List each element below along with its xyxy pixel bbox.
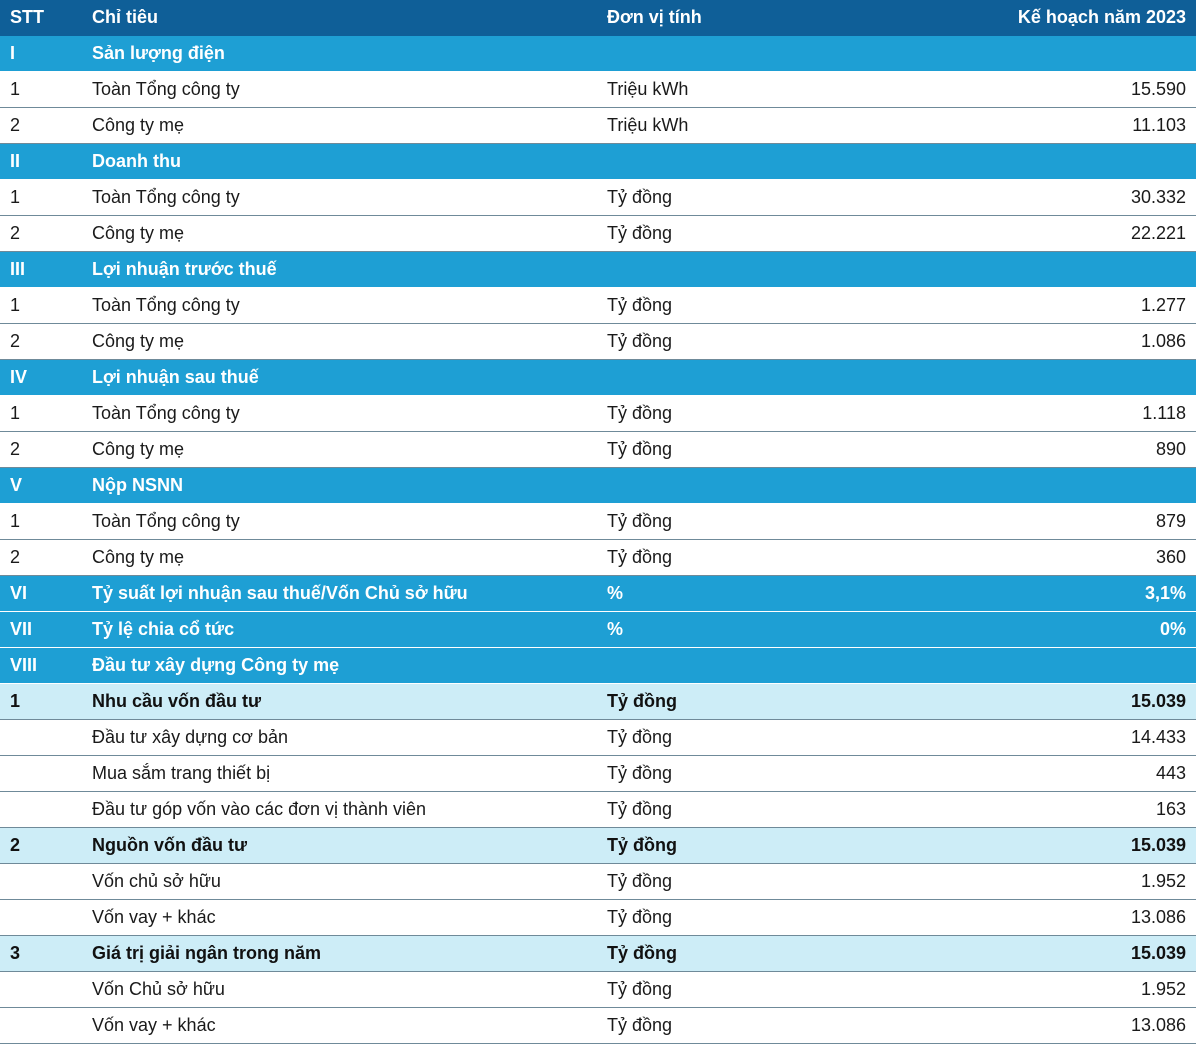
row-name: Toàn Tổng công ty — [92, 79, 240, 99]
row-name: Toàn Tổng công ty — [92, 295, 240, 315]
row-stt: 1 — [10, 187, 21, 207]
table-row — [0, 540, 1196, 576]
table-row — [0, 432, 1196, 468]
row-stt: V — [10, 475, 23, 495]
row-stt: 2 — [10, 223, 21, 243]
table-header — [0, 0, 1196, 36]
row-value: 163 — [1155, 799, 1186, 819]
row-name: Sản lượng điện — [92, 43, 225, 63]
row-value: 1.952 — [1140, 871, 1186, 891]
row-value: 15.590 — [1130, 79, 1186, 99]
row-name: Tỷ suất lợi nhuận sau thuế/Vốn Chủ sở hữu — [92, 583, 468, 603]
header-stt: STT — [10, 7, 44, 27]
table-row — [0, 288, 1196, 324]
group-row — [0, 684, 1196, 720]
section-row — [0, 252, 1196, 288]
section-row — [0, 648, 1196, 684]
table-row — [0, 108, 1196, 144]
row-name: Vốn Chủ sở hữu — [92, 979, 225, 999]
table-body — [0, 36, 1196, 1044]
section-row — [0, 576, 1196, 612]
row-stt: VII — [10, 619, 33, 639]
row-stt: III — [10, 259, 26, 279]
row-stt: 1 — [10, 691, 21, 711]
row-unit: Tỷ đồng — [607, 943, 677, 963]
row-unit: Triệu kWh — [607, 79, 689, 99]
section-row — [0, 468, 1196, 504]
row-name: Nộp NSNN — [92, 475, 183, 495]
row-name: Công ty mẹ — [92, 547, 185, 567]
row-value: 15.039 — [1130, 691, 1186, 711]
row-name: Công ty mẹ — [92, 223, 185, 243]
row-name: Đầu tư xây dựng cơ bản — [92, 727, 289, 747]
row-unit: Tỷ đồng — [607, 835, 677, 855]
row-name: Nhu cầu vốn đầu tư — [92, 691, 262, 711]
row-name: Vốn vay + khác — [92, 907, 216, 927]
header-name: Chỉ tiêu — [92, 7, 158, 27]
row-name: Nguồn vốn đầu tư — [92, 835, 248, 855]
header-value: Kế hoạch năm 2023 — [1017, 7, 1186, 27]
row-value: 443 — [1155, 763, 1186, 783]
row-unit: % — [607, 583, 624, 603]
table-row — [0, 504, 1196, 540]
row-stt: 2 — [10, 439, 21, 459]
row-stt: 2 — [10, 331, 21, 351]
row-value: 879 — [1155, 511, 1186, 531]
row-stt: I — [10, 43, 16, 63]
table-row — [0, 180, 1196, 216]
row-stt: 1 — [10, 79, 21, 99]
row-value: 22.221 — [1130, 223, 1186, 243]
row-stt: IV — [10, 367, 28, 387]
row-unit: Tỷ đồng — [607, 763, 673, 783]
row-name: Đầu tư xây dựng Công ty mẹ — [92, 655, 340, 675]
row-stt: 1 — [10, 295, 21, 315]
row-unit: Triệu kWh — [607, 115, 689, 135]
row-unit: Tỷ đồng — [607, 223, 673, 243]
row-name: Lợi nhuận sau thuế — [92, 367, 259, 387]
row-unit: Tỷ đồng — [607, 511, 673, 531]
row-value: 11.103 — [1132, 115, 1186, 135]
row-value: 1.118 — [1142, 403, 1186, 423]
table-row — [0, 216, 1196, 252]
row-stt: VI — [10, 583, 28, 603]
table-row — [0, 972, 1196, 1008]
row-unit: Tỷ đồng — [607, 439, 673, 459]
section-row — [0, 144, 1196, 180]
row-unit: Tỷ đồng — [607, 871, 673, 891]
row-name: Vốn chủ sở hữu — [92, 871, 221, 891]
row-value: 1.952 — [1140, 979, 1186, 999]
row-unit: % — [607, 619, 624, 639]
row-stt: 1 — [10, 511, 21, 531]
row-unit: Tỷ đồng — [607, 1015, 673, 1035]
row-stt: II — [10, 151, 21, 171]
row-name: Đầu tư góp vốn vào các đơn vị thành viên — [92, 799, 427, 819]
row-name: Doanh thu — [92, 151, 181, 171]
row-name: Công ty mẹ — [92, 115, 185, 135]
row-name: Vốn vay + khác — [92, 1015, 216, 1035]
row-value: 3,1% — [1144, 583, 1186, 603]
row-name: Lợi nhuận trước thuế — [92, 259, 277, 279]
row-unit: Tỷ đồng — [607, 799, 673, 819]
row-unit: Tỷ đồng — [607, 331, 673, 351]
row-unit: Tỷ đồng — [607, 295, 673, 315]
row-value: 890 — [1155, 439, 1186, 459]
row-unit: Tỷ đồng — [607, 187, 673, 207]
table-row — [0, 864, 1196, 900]
row-value: 1.086 — [1140, 331, 1186, 351]
table-row — [0, 756, 1196, 792]
row-value: 1.277 — [1140, 295, 1186, 315]
row-value: 13.086 — [1130, 907, 1186, 927]
row-stt: 2 — [10, 835, 21, 855]
row-value: 360 — [1155, 547, 1186, 567]
section-row — [0, 360, 1196, 396]
table-row — [0, 900, 1196, 936]
row-unit: Tỷ đồng — [607, 403, 673, 423]
row-value: 15.039 — [1130, 943, 1186, 963]
row-unit: Tỷ đồng — [607, 907, 673, 927]
row-stt: 1 — [10, 403, 21, 423]
row-name: Giá trị giải ngân trong năm — [92, 943, 322, 963]
row-stt: 2 — [10, 115, 21, 135]
row-unit: Tỷ đồng — [607, 979, 673, 999]
section-row — [0, 36, 1196, 72]
row-name: Công ty mẹ — [92, 439, 185, 459]
group-row — [0, 828, 1196, 864]
row-value: 0% — [1159, 619, 1186, 639]
table-row — [0, 396, 1196, 432]
row-value: 13.086 — [1130, 1015, 1186, 1035]
group-row — [0, 936, 1196, 972]
row-value: 15.039 — [1130, 835, 1186, 855]
row-name: Toàn Tổng công ty — [92, 187, 240, 207]
row-unit: Tỷ đồng — [607, 691, 677, 711]
row-unit: Tỷ đồng — [607, 547, 673, 567]
table-row — [0, 1008, 1196, 1044]
header-unit: Đơn vị tính — [607, 7, 702, 27]
row-stt: 3 — [10, 943, 21, 963]
section-row — [0, 612, 1196, 648]
row-stt: 2 — [10, 547, 21, 567]
row-name: Mua sắm trang thiết bị — [92, 763, 271, 783]
row-name: Toàn Tổng công ty — [92, 403, 240, 423]
table-row — [0, 720, 1196, 756]
table-row — [0, 792, 1196, 828]
row-name: Công ty mẹ — [92, 331, 185, 351]
row-name: Tỷ lệ chia cổ tức — [92, 619, 235, 639]
table-row — [0, 72, 1196, 108]
row-unit: Tỷ đồng — [607, 727, 673, 747]
row-name: Toàn Tổng công ty — [92, 511, 240, 531]
row-value: 14.433 — [1130, 727, 1186, 747]
table-row — [0, 324, 1196, 360]
row-value: 30.332 — [1130, 187, 1186, 207]
row-stt: VIII — [10, 655, 38, 675]
